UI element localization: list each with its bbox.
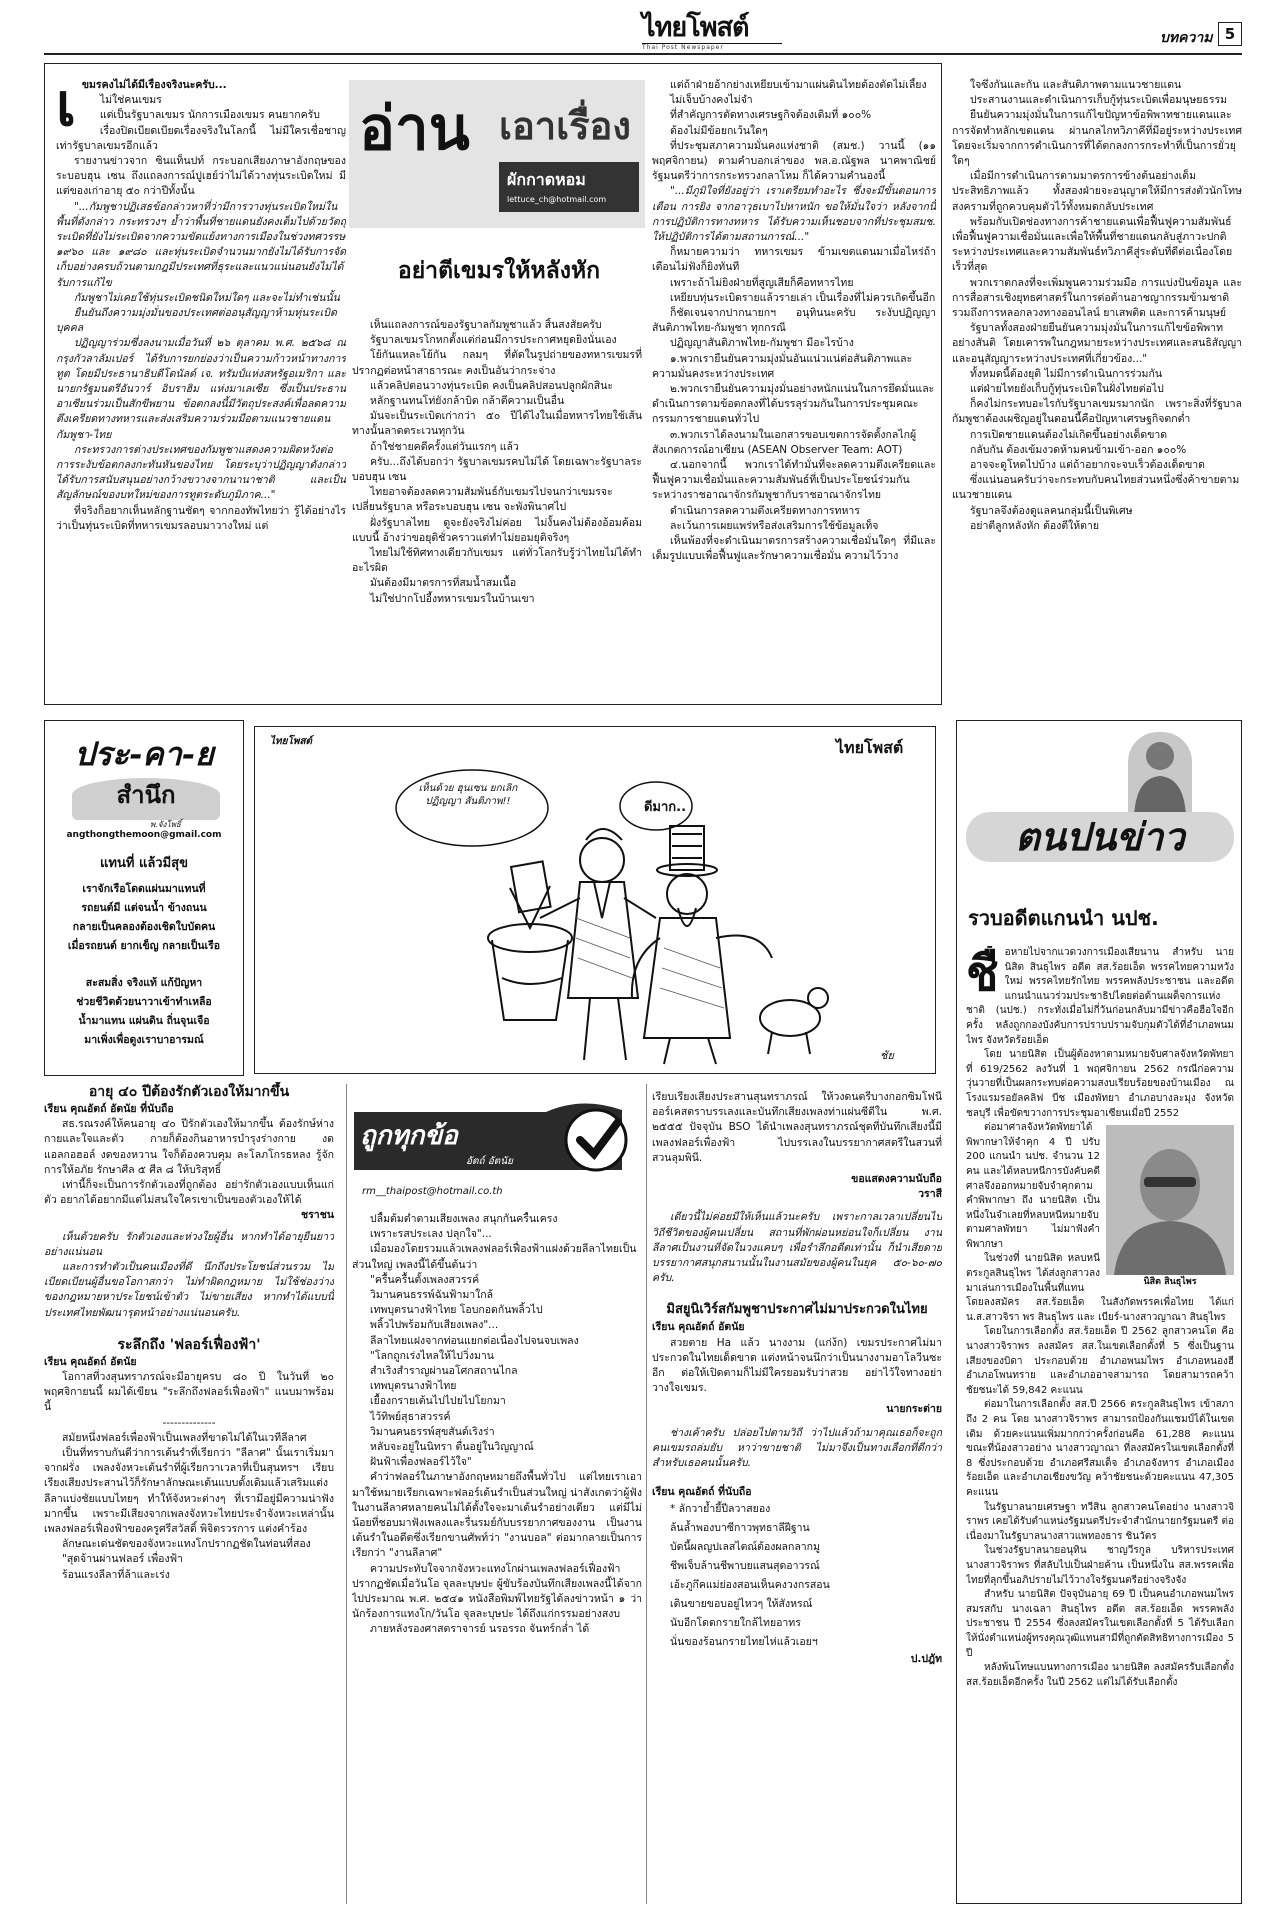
letter-signoff: ป.ปฎัท (910, 1653, 942, 1666)
editorial-col-2 (352, 318, 642, 696)
editorial-paragraph: ไม่ใช่คนเขมร (99, 94, 162, 107)
editorial-paragraph: ซึ่งแน่นอนครับว่าจะกระทบกับคนไทยส่วนหนึ่งซึ่งค้าขายตามแนวชายแดน (952, 474, 1240, 502)
banner-author-box (499, 162, 639, 212)
lyric-line: "โลกถูกเร่งไหลให้ไปวิ่งมาน (370, 1349, 494, 1362)
editorial-paragraph: กลับกัน ต้องเข้มงวดห้ามคนข้ามเข้า-ออก ๑๐๐% (970, 443, 1187, 456)
editorial-paragraph: อาจจะดูโหดไปบ้าง แต่ถ้าอยากจะจบเร็วต้องเด็ดขาด (970, 459, 1205, 472)
editorial-paragraph: ขมรคงไม่ได้มีเรื่องจริงนะครับ... (81, 79, 227, 91)
editorial-col-1 (56, 78, 346, 696)
editorial-paragraph: แต่ถ้าฝ่ายอ้ากย่างเหยียบเข้ามาแผ่นดินไทยต้องตัดไม่เลี้ยง (670, 79, 927, 91)
editorial-paragraph: รัฐบาลทั้งสองฝ่ายยืนยันความมุ่งมั่นในการแก้ไขข้อพิพาทอย่างสันติ โดยเคารพในกฎหมายระหว่างประเทศและสนธิสัญญาและอนุสัญญาระหว่างประเทศที่เกี่ยวข้อง..." (952, 322, 1242, 365)
editorial-quote: กัมพูชาไม่เคยใช้ทุ่นระเบิดชนิดใหม่ใดๆ และจะไม่ทำเช่นนั้น (74, 291, 340, 304)
editorial-quote: กระทรวงการต่างประเทศของกัมพูชาแสดงความผิดหวังต่อการระงับข้อตกลงกะทันหันของไทย โดยระบุว่าปฏิญญาดังกล่าวได้รับการสนับสนุนอย่างกว้างขวางจากนานาชาติ และเป็นสัญลักษณ์ของบทใหม่ของการทูตระดับภูมิภาค..." (56, 443, 346, 502)
lyric-line: ปลื้มต้มต่ำตามเสียงเพลง สนุกกันครื้นเครง (370, 1213, 558, 1225)
editor-reply: และการทำตัวเป็นคนเมืองที่ดี นึกถึงประโยชน์ส่วนรวม ไม่เบียดเบียนผู้อื่นขอโอกาสกว่า ไม่ทำผิดกฎหมาย ไม่ใช้ช่องว่างของกฎหมายหาประโยชน์เข้าตัว ไม่ขายเสียง หากทำได้แบบนี้ประเทศไทยพัฒนารุดหน้าอย่างแน่นอนครับ. (44, 1261, 334, 1319)
people-photo-caption: นิสิต สินธุไพร (1143, 1277, 1197, 1288)
uncle-sam-figure (632, 826, 772, 1064)
editorial-paragraph: ก็คงไม่กระทบอะไรกับรัฐบาลเขมรมากนัก เพราะสิ่งที่รัฐบาลกัมพูชาต้องเผชิญอยู่ในตอนนี้คือปัญหาเศรษฐกิจตกต่ำ (952, 398, 1242, 426)
poem-line: มาเพิ่งเพื่อดูงเราบาอารมณ์ (84, 1034, 204, 1046)
poem-line: ล้นล้ำพองบาซีกาวพุทธาลีฝีฐาน (670, 1522, 810, 1535)
cartoon-artist-signature: ชัย (880, 1049, 894, 1062)
lyric-line: วิมานคนธรรพ์สุขสันต์เริงร่า (370, 1425, 495, 1438)
people-headline: รวบอดีตแกนนำ นปช. (968, 906, 1159, 930)
editorial-paragraph: ที่จริงก็อยากเห็นหลักฐานชัดๆ จากกองทัพไทยว่า รู้ได้อย่างไรว่าเป็นทุ่นระเบิดที่ทหารเขมรลอบมาวางใหม่ แต่ (56, 504, 346, 532)
lyric-line: วิมานคนธรรพ์ฉันฟ้ามาใกล้ (370, 1289, 494, 1302)
editorial-headline: อย่าตีเขมรให้หลังหัก (397, 257, 601, 284)
editorial-paragraph: การเปิดชายแดนต้องไม่เกิดขึ้นอย่างเด็ดขาด (970, 428, 1168, 441)
editorial-paragraph: เรื่องปิดเบียดเบียดเรื่องจริงในโลกนี้ ไม่มีใครเชื่อชาญเท่ารัฐบาลเขมรอีกแล้ว (56, 124, 346, 152)
poetry-title: สำนึก (116, 780, 176, 809)
editorial-paragraph: ละเว้นการเผยแพร่หรือส่งเสริมการใช้ข้อมูลเท็จ (670, 519, 879, 532)
poem-line: ช่วยชีวิตด้วยนาวาเข้าทำเหลือ (76, 996, 212, 1008)
letter-paragraph: สวยตาย Ha แล้ว นางงาม (แก่ง้ก) เขมรประกาศไม่มาประกวดในไทยเด็ดขาด แต่งหน้าจนนึกว่าเป็นนางงามอาโลวีนซะอีก ต่อให้เปิดตามก็ไม่มีใครยอมรับว่าสวย อย่าไว้ใจทางอย่าวางใจเขมร. (652, 1336, 942, 1395)
editorial-paragraph: ฝั่งรัฐบาลไทย ดูจะยังจริงไม่ค่อย ไม่งั้นคงไม่ต้องอ้อมค้อมแบบนี้ อ้างว่าขอยุติชั่วคราวแต่ทำไม่ยอมยุติจริงๆ (352, 516, 642, 544)
people-paragraph: ในช่วงรัฐบาลนายอนุทิน ชาญวีรกูล บริหารประเทศ นางสาวจิราพร ที่สลับไปเป็นฝ่ายค้าน เป็นหนึ่งใน สส.พรรคเพื่อไทยที่ลุกขึ้นอภิปรายไม่ไว้วางใจรัฐมนตรีอย่างจริงจัง (966, 1545, 1234, 1586)
people-paragraph: ต่อมาในการเลือกตั้ง สส.ปี 2566 ตระกูลสินธุไพร เข้าสภาถึง 2 คน โดย นางสาวจิราพร สามารถป้องกันแชมป์ได้ในเขตเดิม ด้วยคะแนนเพิ่มมากกว่าครั้งก่อนคือ 61,288 คะแนน ขณะที่น้องสาวอย่าง นางสาวญาณา ที่ลงสมัครในเขตเลือกตั้งที่ 8 ซึ่งประกอบด้วย อำเภอศรีสมเด็จ อำเภอจังหาร อำเภอเมืองร้อยเอ็ด และอำเภอเชียงขวัญ คว้าชัยชนะด้วยคะแนน 47,305 คะแนน (966, 1399, 1234, 1498)
people-paragraph: หลังพ้นโทษแบนทางการเมือง นายนิสิต ลงสมัครรับเลือกตั้ง สส.ร้อยเอ็ดอีกครั้ง ในปี 2562 แต่ไม่ได้รับเลือกตั้ง (966, 1662, 1234, 1688)
lyric-line: สำเริงสำราญผ่านอโศกสถานไกล (370, 1365, 518, 1378)
banner-big-text: อ่าน (359, 94, 470, 164)
editorial-paragraph: ไทยไม่ใช้ทิศทางเดียวกับเขมร แต่ทั่วโลกรับรู้ว่าไทยไม่ได้ทำอะไรผิด (352, 547, 642, 575)
folk-song-byline: เรียน คุณอัตถ์ อัตนัย (44, 1355, 137, 1368)
editorial-paragraph: พวกเราตกลงที่จะเพิ่มพูนความร่วมมือ การแบ่งปันข้อมูล และการสื่อสารเชิงยุทธศาสตร์ในการต่อต้านอาชญากรรมข้ามชาติ รวมถึงการหลอกลวงทางออนไลน์ ยาเสพติด และการค้ามนุษย์ (952, 276, 1242, 320)
people-paragraph: อหายไปจากแวดวงการเมืองเสียนาน สำหรับ นาย นิสิต สินธุไพร อดีต สส.ร้อยเอ็ด พรรคไทยความหวังใหม่ พรรคไทยรักไทย พรรคพลังประชาชน และอดีตแกนนำแนวร่วมประชาธิปไตยต่อต้านเผด็จการแห่งชาติ (นปช.) กระทั่งเมื่อไม่กี่วันก่อนกลับมามีข่าวคือฮือใจอีกครั้ง หลังถูกกองบังคับการปราบปรามจับกุมตัวได้ที่อำเภอพนมไพร จังหวัดร้อยเอ็ด (966, 947, 1234, 1046)
letter-signoff: ขอแสดงความนับถือ (851, 1173, 942, 1186)
small-creature (760, 988, 828, 1054)
letters-col-left (44, 1082, 334, 1906)
editor-reply: ช่างเค้าครับ ปล่อยไปตามวิถี ว่าไปแล้วถ้ามาคุณเธอก็จะถูกคนเขมรถล่มยับ หาว่าขายชาติ ไม่มาจึงเป็นทางเลือกที่ดีกว่าสำหรับเธอคนนั้นครับ. (652, 1426, 942, 1470)
poem-line: เมื่อรถยนต์ ยากเข็ญ กลายเป็นเรือ (67, 940, 221, 952)
editorial-paragraph: มันจะเป็นระเบิดเก่ากว่า ๕๐ ปีได้ไงในเมื่อทหารไทยใช้เส้นทางนั้นลาดตระเวนทุกวัน (352, 410, 642, 438)
people-photo-box (1106, 1125, 1234, 1290)
letter-paragraph: เท่านี้ก็จะเป็นการรักตัวเองที่ถูกต้อง อย่ารักตัวเองแบบเห็นแก่ตัว อยากได้อยากมีแต่ไม่สนใจใครเขาเป็นของตัวเองให้ได้ (44, 1179, 334, 1207)
letter-paragraph: คำว่าฟลอร์ในภาษาอังกฤษหมายถึงพื้นทั่วไป แต่ไทยเราเอามาใช้หมายเรียกเฉพาะฟลอร์เต้นรำเป็นส่วนใหญ่ น่าสังเกตว่าผู้ฟังในงานลีลาศหลายคนไม่ได้ตั้งใจจะมาเต้นรำอย่างเดียว แต่มีไม่น้อยที่ชอบมาฟังเพลงและรื่นรมย์กับบรรยากาศของงาน เป็นงานเต้นรำในอดีตซึ่งเรียกขานศัพท์ว่า "งานบอล" ต่อมากลายเป็นการเรียกว่า "งานลีลาศ" (352, 1471, 642, 1560)
editorial-paragraph: ไม่ใช่ปากโปอี้งทหารเขมรในบ้านเขา (370, 592, 535, 605)
lyric-line: ฝันฟ้าเพื่องฟลอร์ไว้ใจ" (370, 1456, 472, 1469)
cartoon-logo-right: ไทยโพสต์ (836, 738, 904, 757)
editorial-paragraph: ที่ประชุมสภาความมั่นคงแห่งชาติ (สมช.) วานนี้ (๑๑ พฤศจิกายน) ตามคำบอกเล่าของ พล.อ.ณัฐพล นาคพาณิชย์ รัฐมนตรีว่าการกระทรวงกลาโหม ก็ได้ความคำนองนี้ (652, 139, 936, 183)
lyric-line: ร้อนแรงลีลาที่ล้าและเร่ง (62, 1568, 170, 1581)
letter-signoff: ชราชน (301, 1209, 334, 1222)
editorial-paragraph: ๑.พวกเรายืนยันความมุ่งมั่นอันแน่วแน่ต่อสันติภาพและความมั่นคงระหว่างประเทศ (652, 352, 913, 380)
letter-paragraph: โอกาสที่วงสุนทราภรณ์จะมีอายุครบ ๘๐ ปี ในวันที่ ๒๐ พฤศจิกายนนี้ ผมได้เขียน "ระลึกถึงฟลอร์เฟื่องฟ้า" แนบมาพร้อมนี้ (44, 1371, 334, 1414)
editorial-quote: "...กัมพูชาปฏิเสธข้อกล่าวหาที่ว่ามีการวางทุ่นระเบิดใหม่ในพื้นที่ดังกล่าว กระทรวงฯ ย้ำว่าพื้นที่ชายแดนยังคงเต็มไปด้วยวัตถุระเบิดที่ยังไม่ระเบิดจากความขัดแย้งทางการเมืองในช่วงทศวรรษ ๑๙๖๐ และ ๑๙๘๐ และทุ่นระเบิดจำนวนมากยังไม่ได้รับการจัดเก็บอย่างครบถ้วนตามกฎมีประเทศที่ธุระและแนวแน่นอนยังไม่ได้รับการแก้ไข (56, 200, 346, 289)
cartoon-bubble-right-text: ดีมาก.. (643, 800, 687, 815)
banner-email: lettuce_ch@hotmail.com (507, 195, 607, 204)
poem-line: เดินขายขอบอยู่ไหวๆ ให้สังหรณ์ (670, 1598, 813, 1611)
editorial-paragraph: ก็หมายความว่า ทหารเขมร ข้ามเขตแดนมาเมื่อไหร่ถ้าเตือนไม่ฟังก็ยิงทันที (652, 246, 936, 274)
cambodia-headline: มิสยูนิเวิร์สกัมพูชาประกาศไม่มาประกวดในไทย (666, 1302, 928, 1318)
poem-line: กลายเป็นคลองต้องเชิดใบบัดคน (72, 921, 216, 933)
lyric-line: พลิ้วไปพร้อมกับเสียงเพลง"... (370, 1319, 499, 1332)
column-rule (646, 1084, 647, 1904)
cartoon-logo-left: ไทยโพสต์ (270, 736, 313, 747)
checkmark-banner (346, 1090, 642, 1182)
editorial-paragraph: ใจซึ่งกันและกัน และสันติภาพตามแนวชายแดน (970, 79, 1182, 91)
politician-figure (540, 829, 656, 1060)
poetry-email: angthongthemoon@gmail.com (66, 830, 222, 840)
editorial-paragraph: เห็นพ้องที่จะดำเนินมาตรการสร้างความเชื่อมั่นใดๆ ที่มีและเต็มรูปแบบเพื่อฟื้นฟูและรักษาความเชื่อมั่น ความไว้วาง (652, 535, 936, 563)
editorial-paragraph: ยืนยันความมุ่งมั่นในการแก้ไขปัญหาข้อพิพาทชายแดนและการจัดทำหลักเขตแดน ผ่านกลไกทวิภาคีที่มีอยู่ระหว่างประเทศ โดยจะเริ่มจากการดำเนินการที่ได้ตกลงการกระทำที่เป็นการยั่วยุใดๆ (952, 109, 1242, 168)
checkmark-author: อัตถ์ อัตนัย (466, 1156, 513, 1167)
poetry-title-plate (72, 778, 220, 820)
poem-line: ชีพเจ็บล้านชีพาบยแสนสุดอาวรณ์ (670, 1560, 820, 1573)
letter-paragraph: สมัยหนึ่งฟลอร์เพื่องฟ้าเป็นเพลงที่ขาดไม่ได้ในเวทีลีลาศ (62, 1431, 307, 1444)
cartoon-bubble-left-text: เห็นด้วย ฮุนเซน ยกเลิกปฏิญญา สันติภาพ!! (418, 783, 518, 807)
lyric-line: เยื้องกรายเต้นไปไปยไปโยกมา (370, 1395, 506, 1408)
editorial-paragraph: หลักฐานทนโท่ยังกล้าบิด กล้าตีความเป็นอื่น (370, 395, 565, 408)
editorial-dropcap: เ (56, 78, 76, 139)
poem-line: สะสมสิ่ง จริงแท้ แก้ปัญหา (85, 977, 203, 989)
editor-reply: เห็นด้วยครับ รักตัวเองและห่วงใยผู้อื่น หากทำได้อายุยืนยาวอย่างแน่นอน (44, 1230, 334, 1258)
poetry-brand: ประ-คา-ย (74, 735, 214, 773)
editorial-paragraph: ๓.พวกเราได้ลงนามในเอกสารขอบเขตการจัดตั้งกลไกผู้สังเกตการณ์อาเซียน (ASEAN Observer Team: AOT) (652, 428, 917, 456)
editorial-paragraph: มันต้องมีมาตรการที่สมน้ำสมเนื้อ (370, 577, 517, 590)
poem-line: นับอีกโดดกรายใกล้ไทยอาทร (670, 1617, 801, 1630)
people-photo-top (1128, 732, 1192, 816)
editorial-paragraph: รัฐบาลเขมรโกหกตั้งแต่ก่อนมีการประกาศหยุดยิงนั่นเอง (370, 334, 617, 347)
cambodia-byline: เรียน คุณอัตถ์ อัตนัย (652, 1321, 745, 1334)
people-paragraph: ในช่วงที่ นายนิสิต หลบหนี ตระกูลสินธุไพร ได้ส่งลูกสาวลงมาเล่นการเมืองในพื้นที่แทน โดยลงสมัคร สส.ร้อยเอ็ด ในสังกัดพรรคเพื่อไทย ได้แก่ น.ส.สาวจิรา พร สินธุไพร และ เบียร์-นางสาวญาณา สินธุไพร (966, 1253, 1234, 1323)
editorial-paragraph: ประสานงานและดำเนินการเก็บกู้ทุ่นระเบิดเพื่อมนุษยธรรม (970, 94, 1228, 107)
masthead-subtitle: Thai Post Newspaper (642, 43, 782, 51)
editorial-paragraph: แล้วคลิปตอนวางทุ่นระเบิด คงเป็นคลิปสอนปลูกผักสินะ (370, 379, 614, 392)
lyric-line: "สุดจ้านผ่านฟลอร์ เพื่องฟ้า (62, 1553, 183, 1566)
poem-line: รถยนต์มี แต่จนน้ำ ข้างถนน (81, 902, 207, 914)
checkmark-email: rm__thaipost@hotmail.co.th (362, 1186, 503, 1197)
editorial-paragraph: ไทยอาจต้องลดความสัมพันธ์กับเขมรไปจนกว่าเขมรจะเปลี่ยนรัฐบาล หรือระบอบฮุน เซน จะพังพินาศไป (352, 486, 613, 514)
editorial-paragraph: ต้องไม่มีข้อยกเว้นใดๆ (670, 124, 768, 137)
section-label: บทความ (1160, 30, 1213, 46)
editorial-paragraph: อย่าตีลูกหลังหัก ต้องตีให้ตาย (970, 519, 1100, 532)
poem-line: น้ำมาแทน แผ่นดิน ถิ่นจุนเจือ (78, 1015, 210, 1027)
column-rule (346, 1084, 347, 1904)
banner-author: ผักกาดหอม (507, 170, 586, 189)
people-dropcap: ชื่ (966, 946, 999, 1002)
editorial-paragraph: เห็นแถลงการณ์ของรัฐบาลกัมพูชาแล้ว สิ้นสงสัยครับ (370, 319, 602, 331)
poetry-poet: พ.จังโพธิ์ (150, 820, 181, 829)
letter-paragraph: ลักษณะเด่นชัดของจังหวะแทงโกปรากฏชัดในท่อนที่สอง (62, 1538, 311, 1551)
poem-line: นั่นของร้อนกรายไทยไห่แล้วเอยฯ (670, 1636, 818, 1649)
person-silhouette-icon (1128, 732, 1192, 816)
editorial-paragraph: เพราะถ้าไม่ยิงฝ่ายที่สูญเสียก็คือทหารไทย (670, 276, 854, 289)
editorial-paragraph: รายงานข่าวจาก ซินแท็นปท์ กระบอกเสียงภาษาอังกฤษของระบอบฮุน เซน ถึงแถลงการณ์ปูเฮย์ว่าไม่ได้วางทุ่นระเบิดใหม่ มีแต่ของเก่าอายุ ๕๐ กว่าปีทั้งนั้น (56, 155, 346, 198)
letter-signoff: นายกระต่าย (886, 1403, 942, 1416)
editorial-col-3 (652, 78, 936, 696)
lyric-line: เพราะรสประเลง ปลุกใจ"... (370, 1228, 492, 1241)
checkmark-title: ถูกทุกข้อ (360, 1121, 458, 1151)
masthead-title: ไทยโพสต์ (642, 12, 749, 43)
poem-line: บัดนี้ผลญปเลสไตณ์ต้องผลกลากมู (670, 1541, 820, 1554)
editorial-paragraph: ปฏิญญาสันติภาพไทย-กัมพูชา มีอะไรบ้าง (670, 337, 854, 350)
letter-signoff: วราสี (918, 1188, 942, 1201)
letter-paragraph: ความประทับใจจากจังหวะแทงโกผ่านเพลงฟลอร์เฟื่องฟ้าปรากฏชัดเมื่อวันโอ จุลละบุษปะ ผู้ขับร้องบันทึกเสียงเพลงนี้ได้จากไปประมาณ พ.ศ. ๒๕๔๑ หนังสือพิมพ์ไทยรัฐได้ลงข่าวหน้า ๑ ว่า นักร้องการแทงโก/วันโอ จุลละบุษปะ ได้ถึงแก่กรรมอย่างสงบ (352, 1562, 642, 1621)
people-photo (1106, 1125, 1234, 1275)
portrait-icon (1106, 1125, 1234, 1275)
letter-paragraph: ลีลาไทยแฝงจากท่อนแยกต่อเนื่องไปจนจบเพลง (370, 1334, 579, 1347)
folk-song-headline: ระลึกถึง 'ฟลอร์เฟื่องฟ้า' (117, 1336, 261, 1353)
letter-divider: -------------- (162, 1416, 216, 1429)
lyric-line: หลับจะอยู่ในนิทรา ตื่นอยู่ในวิญญาณ์ (370, 1441, 534, 1454)
editorial-paragraph: ถ้าใช่ชายคดีครั้งแต่วันแรกๆ แล้ว (370, 440, 519, 453)
poem-line: เอ้ะภูกึคแม่ย่องสอนเห็นคงวงกรสอน (670, 1579, 830, 1592)
banner-small-text: เอาเรื่อง (499, 103, 631, 148)
cartoon-illustration (380, 768, 860, 1068)
people-paragraph: สำหรับ นายนิสิต ปัจจุบันอายุ 69 ปี เป็นคนอำเภอพนมไพร สมรสกับ นางเฉลา สินธุไพร อดีต สส.ร้อยเอ็ด พรรคพลังประชาชน ปี 2554 ซึ่งลงสมัครในเขตเลือกตั้งที่ 5 ได้รับเลือกให้นั่งตำแหน่งผู้ทรงคุณวุฒิแทนสามีที่ถูกตัดสิทธิทางการเมือง 5 ปี (966, 1589, 1234, 1659)
editorial-paragraph: โย้กันแหละโย้กัน กลมๆ ที่ตัดในรูปถ่ายของทหารเขมรที่ปรากฏต่อหน้าสาธารณะ คงเป็นอันว่ากระจ่าง (352, 349, 642, 377)
letters-col-right (652, 1090, 942, 1906)
letters-col-middle (352, 1212, 642, 1906)
editorial-paragraph: ทั้งหมดนี้ต้องยุติ ไม่มีการดำเนินการร่วมกัน (970, 367, 1163, 380)
lyric-line: เทพบุตรนางฟ้าไทย (370, 1380, 457, 1393)
editorial-paragraph: ที่สำคัญการตัดทางเศรษฐกิจต้องเดิมที่ ๑๐๐% (670, 109, 872, 122)
poem-line: เราจักเรือโดดแผ่นมาแทนที่ (82, 883, 206, 895)
people-paragraph: โดยในการเลือกตั้ง สส.ร้อยเอ็ด ปี 2562 ลูกสาวคนโต คือ นางสาวจิราพร ลงสมัคร สส.ในเขตเลือกตั้งที่ 5 ซึ่งเป็นฐานเสียงของบิดา ประกอบด้วย อำเภอพนมไพร อำเภอหนองฮี อำเภอโพนทราย และอำเภออาจสามารถ โดยสามารถคว้าชัยชนะได้ 59,842 คะแนน (966, 1326, 1234, 1396)
editorial-paragraph: พร้อมกับเปิดช่องทางการค้าชายแดนเพื่อฟื้นฟูความสัมพันธ์ เพื่อฟื้นฟูความเชื่อมั่นและเพื่อให้พื้นที่ชายแดนกลับสู่ภาวะปกติระหว่างประเทศและความสัมพันธ์ทวิภาคีสู่ระดับที่ดีต่อเนื่องโดยเร็วที่สุด (952, 215, 1233, 274)
health-byline: เรียน คุณอัตถ์ อัตนัย ที่นับถือ (44, 1103, 174, 1115)
editorial-paragraph: ก็ชัดเจนจากปากนายกฯ อนุทินนะครับ ระงับปฏิญญาสันติภาพไทย-กัมพูชา ทุกกรณี (652, 307, 936, 335)
editorial-quote: ยืนยันถึงความมุ่งมั่นของประเทศต่ออนุสัญญาห้ามทุ่นระเบิดบุคคล (56, 307, 337, 335)
poem2-lines (652, 1500, 942, 1652)
toilet-drawing (488, 861, 572, 1020)
lyric-line: ไว้ทิพย์สุธาสวรรค์ (370, 1410, 451, 1423)
people-paragraph: โดย นายนิสิต เป็นผู้ต้องหาตามหมายจับศาลจังหวัดพัทยา ที่ 619/2562 ลงวันที่ 1 พฤศจิกายน 2562 กรณีก่อความวุ่นวายที่เป็นผลกระทบต่อความสงบเรียบร้อยของบ้านเมือง ณ โรงแรมรอยัลคลิฟ บีช เมืองพัทยา อำเภอบางละมุง จังหวัดชลบุรี เพื่อขัดขวางการประชุมอาเซียนเมื่อปี 2552 (966, 1049, 1234, 1119)
masthead-logo (642, 14, 782, 52)
editorial-quote: "...มีภูมิใจที่ยังอยู่ว่า เราเตรียมทำอะไร ซึ่งจะมีขั้นตอนการเตือน การยิง จากอาวุธเบาไปหาหนัก ขอให้มั่นใจว่า หลังจากนี้การปฏิบัติการทางทหาร ได้รับความเห็นชอบจากที่ประชุมสมช. ให้ปฏิบัติการได้ตามสถานการณ์..." (652, 185, 936, 244)
header-rule (44, 53, 1242, 55)
letter-paragraph: เป็นที่ทราบกันดีว่าการเต้นรำที่เรียกว่า "ลีลาศ" นั้นเราเริ่มมาจากฝรั่ง เพลงจังหวะเต้นรำที่ผู้เรียกวาเวลาที่เป็นสุนทรฯ เรียบเรียงเสียงประสานไว้ก็รักษาลักษณะเต้นแบบดั้งเดิมแล้วเสริมแต่งลีลาแบ่งชัยแบบไทยๆ ทำให้จังหวะต่างๆ ที่เรามีอยู่มีความน่าฟังมากขึ้น เพราะมีเสียงจากเพลงจังหวะไทยประจำจังหวะเหล่านั้น เพลงฟลอร์เฟื่องฟ้าของครูศรีสวัสดิ์ พิจิตรวรการ แต่งคำร้อง (44, 1447, 334, 1536)
people-paragraph: ในรัฐบาลนายเศรษฐา ทวีสิน ลูกสาวคนโตอย่าง นางสาวจิราพร เคยได้รับตำแหน่งรัฐมนตรีประจำสำนักนายกรัฐมนตรี ต่อเนื่องมาในรัฐบาลนางสาวแพทองธาร ชินวัตร (966, 1501, 1234, 1542)
editorial-paragraph: เมื่อมีการดำเนินการตามมาตรการข้างต้นอย่างเต็มประสิทธิภาพแล้ว ทั้งสองฝ่ายจะอนุญาตให้มีการส่งตัวนักโทษสงครามที่ถูกควบคุมตัวไว้ทั้งหมดกลับประเทศ (952, 170, 1242, 213)
editorial-paragraph: แต่เป็นรัฐบาลเขมร นักการเมืองเขมร คนยากครับ (99, 109, 320, 122)
people-body (966, 946, 1234, 1896)
poetry-lines (54, 880, 234, 1050)
editorial-paragraph: เหยียบทุ่นระเบิดรายแล้วรายเล่า เป็นเรื่องที่ไม่ควรเกิดขึ้นอีก (670, 291, 936, 304)
editorial-paragraph: ดำเนินการลดความตึงเครียดทางการทหาร (670, 504, 860, 517)
editorial-col-4 (952, 78, 1242, 696)
editor-reply: เดียวนี้ไม่ค่อยมีให้เห็นแล้วนะครับ เพราะกาลเวลาเปลี่ยนไป วิถีชีวิตของผู้คนเปลี่ยน สถานที่พักผ่อนหย่อนใจก็เปลี่ยน งานลีลาศเป็นงานที่จัดในวงแคบๆ เพื่อรำลึกอดีตเท่านั้น ก็นำเสียดายบรรยากาศสนุกสนานนั้นในงานสมัยของผู้คนในยุค ๕๐-๖๐-๗๐ ครับ. (652, 1211, 942, 1285)
editorial-quote: ปฏิญญาร่วมซึ่งลงนามเมื่อวันที่ ๒๖ ตุลาคม พ.ศ. ๒๕๖๘ ณ กรุงกัวลาลัมเปอร์ ได้รับการยกย่องว่าเป็นความก้าวหน้าทางการทูต โดยมีประธานาธิบดีโดนัลด์ เจ. ทรัมป์แห่งสหรัฐอเมริกา และนายกรัฐมนตรีอันวาร์ อิบราฮิม แห่งมาเลเซีย ซึ่งเป็นประธานอาเซียนร่วมเป็นสักขีพยาน ข้อตกลงนี้มีวัตถุประสงค์เพื่อลดความตึงเครียดทางทหารและส่งเสริมความร่วมมือตามแนวชายแดนกัมพูชา-ไทย (56, 337, 346, 441)
health-headline: อายุ ๔๐ ปีต้องรักตัวเองให้มากขึ้น (88, 1084, 290, 1100)
people-banner: ตนปนข่าว (966, 812, 1234, 862)
letter-paragraph: สธ.รณรงค์ให้คนอายุ ๔๐ ปีรักตัวเองให้มากขึ้น ต้องรักษ์ห่างกายและใจและตัว กายก็ต้องกินอาหารบำรุงร่างกาย งดแอลกอฮอล์ งดของหวาน ใจก็ต้องควบคุม ละโลภโกรธหลง รู้จักการให้อภัย รักษาศีล ๕ ศีล ๘ ให้บริสุทธิ์ (44, 1118, 334, 1176)
editorial-paragraph: ไม่เจ็บบ้างคงไม่จำ (670, 94, 753, 107)
poem2-byline: เรียน คุณอัตถ์ ที่นับถือ (652, 1486, 752, 1499)
letter-paragraph: ภายหลังรองศาสตราจารย์ นรอรรถ จันทร์กล่ำ ได้ (370, 1623, 590, 1636)
letter-paragraph: เมื่อมองโดยรวมแล้วเพลงฟลอร์เฟื่องฟ้าแฝงด้วยลีลาไทยเป็นส่วนใหญ่ เพลงนี้ได้ขึ้นต้นว่า (352, 1243, 637, 1271)
letter-paragraph: เรียบเรียงเสียงประสานสุนทราภรณ์ ให้วงดนตรีบางกอกซิมโฟนีออร์เคสตราบรรเลงและบันทึกเสียงเพลงท่าแผ่นซีดีใน พ.ศ. ๒๕๕๕ ปัจจุบัน BSO ได้นำเพลงสุนทราภรณ์ชุดที่บันทึกเสียงนี้มีเพลงฟลอร์เพื่องฟ้า ไปบรรเลงในบรรยากาศสตรีในสวนที่สวนลุมพินี. (652, 1091, 942, 1164)
editorial-paragraph: แต่ฝ่ายไทยยังเก็บกู้ทุ่นระเบิดในฝั่งไทยต่อไป (970, 383, 1164, 396)
people-paragraph: ต่อมาศาลจังหวัดพัทยาได้พิพากษาให้จำคุก 4 ปี ปรับ 200 แกนนำ นปช. จำนวน 12 คน และได้หลบหนีการบังคับคดี ศาลจึงออกหมายจับจำคุกตามคำพิพากษา ถึง นายนิสิต เป็นหนึ่งในจำเลยที่หลบหนีหมายจับตามศาลพัทยา ไม่มาฟังคำพิพากษา (966, 1122, 1100, 1250)
lyric-line: "ครื้นครื้นตั้งเพลงสวรรค์ (370, 1273, 480, 1286)
editorial-paragraph: ๔.นอกจากนี้ พวกเราได้ทำมั่นที่จะลดความตึงเครียดและฟื้นฟูความเชื่อมั่นและความสัมพันธ์ที่เป็นประโยชน์ร่วมกันระหว่างราชอาณาจักรกัมพูชากับราชอาณาจักรไทย (652, 459, 936, 502)
page-number: 5 (1218, 22, 1242, 46)
lyric-line: เทพบุตรนางฟ้าไทย โอบกอดกันพลิ้วไป (370, 1304, 543, 1317)
editorial-paragraph: ๒.พวกเรายืนยันความมุ่งมั่นอย่างหนักแน่นในการยึดมั่นและดำเนินการตามข้อตกลงที่ได้บรรลุร่วมกันในการประชุมคณะกรรมการชายแดนทั่วไป (652, 383, 935, 426)
editorial-paragraph: ครับ...ถึงได้บอกว่า รัฐบาลเขมรคบไม่ได้ โดยเฉพาะรัฐบาลระบอบฮุน เซน (352, 455, 642, 484)
editorial-paragraph: รัฐบาลจึงต้องดูแลคนกลุ่มนี้เป็นพิเศษ (970, 504, 1133, 517)
poem-line: * ลักวาย้ำยี้ปีลวาสยอง (670, 1503, 771, 1516)
poetry-stanza-title: แทนที่ แล้วมีสุข (100, 856, 188, 871)
editorial-banner (349, 80, 645, 228)
